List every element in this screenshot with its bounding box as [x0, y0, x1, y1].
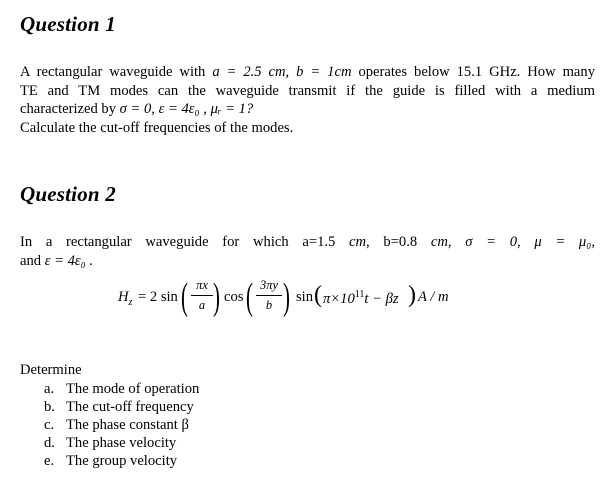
q1-line-3 — [20, 100, 595, 119]
eq-paren-close-1: ) — [213, 276, 220, 318]
tasks-list — [44, 380, 199, 470]
list-item — [44, 452, 199, 470]
eq-lhs-sub: z — [128, 296, 133, 308]
question-2-title: Question 2 — [20, 182, 116, 206]
list-item — [44, 416, 199, 434]
eq-frac1-den: a — [198, 298, 206, 312]
eq-paren-open-3: ( — [314, 282, 322, 308]
eq-paren-open-2: ( — [246, 276, 253, 318]
q2-unit-2: cm, — [430, 234, 452, 250]
eq-paren-close-3: ) — [408, 282, 416, 308]
q1-line1-tail: operates below 15.1 GHz. How many — [358, 64, 596, 80]
eq-lhs-symbol: H — [118, 289, 129, 305]
eq-coefficient: = 2 sin — [138, 289, 178, 305]
list-item-marker: e. — [44, 453, 55, 469]
q2-line-1 — [20, 233, 595, 252]
determine-label: Determine — [20, 362, 82, 378]
list-item — [44, 380, 199, 398]
eq-fraction-2 — [256, 277, 282, 317]
list-item-marker: a. — [44, 381, 55, 397]
eq-sin-2: sin — [296, 289, 314, 305]
q2-line1-text: In a rectangular waveguide for which a=1.5 — [20, 234, 336, 250]
eq-lhs — [118, 289, 132, 308]
eq-paren-close-2: ) — [283, 276, 290, 318]
eq-frac2-den: b — [265, 298, 273, 312]
eq-units: A / m — [418, 289, 449, 305]
eq-frac2-num: 3πy — [259, 278, 279, 292]
list-item — [44, 434, 199, 452]
eq-inner-tail: t − βz — [364, 290, 399, 307]
list-item-text: The phase velocity — [66, 435, 177, 451]
eq-frac2-bar — [256, 295, 282, 296]
q2-unit-1: cm, — [349, 234, 370, 250]
q2-line-2 — [20, 252, 595, 271]
q2-medium-params: σ = 0, μ = μ₀, — [465, 234, 595, 250]
eq-inner-base: π×10 — [323, 290, 355, 307]
question-2-body — [20, 233, 595, 270]
list-item-marker: d. — [44, 435, 55, 451]
q1-line1-text: A rectangular waveguide with — [20, 64, 206, 80]
q2-permittivity: ε = 4ε₀ . — [44, 252, 94, 269]
list-item — [44, 398, 199, 416]
q2-line2-text: and — [20, 252, 42, 269]
question-1-title: Question 1 — [20, 12, 116, 36]
question-1-body — [20, 63, 595, 137]
q1-dimensions: a = 2.5 cm, b = 1cm — [212, 64, 352, 80]
eq-paren-open-1: ( — [181, 276, 188, 318]
q2-b-value: b=0.8 — [383, 234, 418, 250]
eq-frac1-num: πx — [196, 278, 208, 292]
q1-line-2: TE and TM modes can the waveguide transmit if the guide is filled with a medium — [20, 82, 595, 99]
q1-line-4: Calculate the cut-off frequencies of the modes. — [20, 119, 294, 136]
q1-line-1 — [20, 63, 595, 82]
q1-line3-text: characterized by — [20, 101, 117, 117]
eq-inner — [323, 289, 399, 308]
eq-fraction-1 — [191, 277, 213, 317]
list-item-text: The mode of operation — [66, 381, 200, 397]
list-item-marker: c. — [44, 417, 55, 433]
q1-medium-params: σ = 0, ε = 4ε₀ , μᵣ = 1? — [119, 101, 254, 117]
list-item-text: The group velocity — [66, 453, 178, 469]
eq-cos: cos — [224, 289, 244, 305]
field-equation — [118, 272, 588, 328]
list-item-marker: b. — [44, 399, 55, 415]
list-item-text: The phase constant β — [66, 417, 189, 433]
list-item-text: The cut-off frequency — [66, 399, 194, 415]
eq-frac1-bar — [191, 295, 213, 296]
eq-exponent: 11 — [354, 289, 365, 300]
